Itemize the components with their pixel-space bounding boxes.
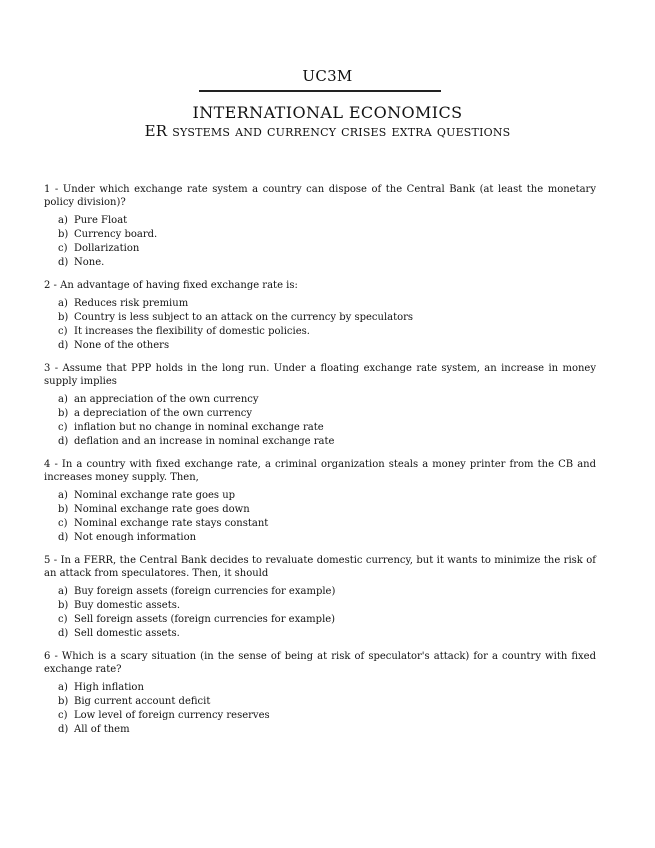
option-text: inflation but no change in nominal exchange rate bbox=[74, 422, 324, 433]
question-text: 2 - An advantage of having fixed exchange rate is: bbox=[44, 280, 298, 291]
answer-option-b bbox=[58, 695, 596, 709]
option-letter: b) bbox=[58, 229, 69, 240]
option-letter: a) bbox=[58, 215, 68, 226]
option-letter: a) bbox=[58, 490, 68, 501]
answer-option-a bbox=[58, 297, 596, 311]
option-letter: a) bbox=[58, 682, 68, 693]
question-text: 3 - Assume that PPP holds in the long run. Under a floating exchange rate system, an increase in money supply implies bbox=[44, 363, 596, 387]
option-letter: d) bbox=[58, 628, 69, 639]
answer-option-a bbox=[58, 489, 596, 503]
answer-option-a bbox=[58, 393, 596, 407]
option-letter: d) bbox=[58, 257, 69, 268]
question-text: 6 - Which is a scary situation (in the sense of being at risk of speculator's attack) for a country with fixed exchange rate? bbox=[44, 651, 596, 675]
option-letter: c) bbox=[58, 518, 68, 529]
answer-option-c bbox=[58, 242, 596, 256]
option-text: Nominal exchange rate stays constant bbox=[74, 518, 269, 529]
question-4 bbox=[44, 458, 596, 545]
option-letter: c) bbox=[58, 710, 68, 721]
question-5 bbox=[44, 554, 596, 641]
option-text: Big current account deficit bbox=[74, 696, 211, 707]
option-text: Buy foreign assets (foreign currencies for example) bbox=[74, 586, 336, 597]
answer-option-d bbox=[58, 256, 596, 270]
option-text: Pure Float bbox=[74, 215, 128, 226]
option-letter: a) bbox=[58, 394, 68, 405]
question-3 bbox=[44, 362, 596, 449]
answer-option-c bbox=[58, 517, 596, 531]
answer-option-a bbox=[58, 214, 596, 228]
option-text: Low level of foreign currency reserves bbox=[74, 710, 270, 721]
answer-option-d bbox=[58, 531, 596, 545]
answer-option-b bbox=[58, 311, 596, 325]
option-letter: c) bbox=[58, 326, 68, 337]
option-text: Sell domestic assets. bbox=[74, 628, 180, 639]
option-text: Buy domestic assets. bbox=[74, 600, 181, 611]
option-letter: c) bbox=[58, 243, 68, 254]
document-subtitle: ER systems and currency crises extra questions bbox=[144, 122, 511, 140]
option-text: Sell foreign assets (foreign currencies for example) bbox=[74, 614, 336, 625]
question-text: 4 - In a country with fixed exchange rate, a criminal organization steals a money printer from the CB and increases money supply. Then, bbox=[44, 459, 596, 483]
option-letter: a) bbox=[58, 298, 68, 309]
answer-options bbox=[44, 681, 596, 737]
option-letter: c) bbox=[58, 422, 68, 433]
option-text: Not enough information bbox=[74, 532, 197, 543]
question-1 bbox=[44, 183, 596, 270]
title-rule bbox=[199, 90, 441, 92]
answer-option-d bbox=[58, 435, 596, 449]
answer-option-c bbox=[58, 613, 596, 627]
option-text: It increases the flexibility of domestic policies. bbox=[74, 326, 310, 337]
answer-option-b bbox=[58, 407, 596, 421]
institution-name: UC3M bbox=[302, 67, 353, 85]
option-text: None of the others bbox=[74, 340, 170, 351]
option-letter: d) bbox=[58, 724, 69, 735]
option-text: Nominal exchange rate goes down bbox=[74, 504, 250, 515]
answer-option-c bbox=[58, 709, 596, 723]
option-text: Country is less subject to an attack on the currency by speculators bbox=[74, 312, 414, 323]
option-text: Dollarization bbox=[74, 243, 140, 254]
option-text: All of them bbox=[74, 724, 130, 735]
option-letter: b) bbox=[58, 312, 69, 323]
option-text: High inflation bbox=[74, 682, 144, 693]
answer-option-b bbox=[58, 599, 596, 613]
answer-option-a bbox=[58, 681, 596, 695]
answer-option-c bbox=[58, 325, 596, 339]
option-letter: d) bbox=[58, 340, 69, 351]
option-text: Currency board. bbox=[74, 229, 158, 240]
option-letter: d) bbox=[58, 436, 69, 447]
answer-option-d bbox=[58, 627, 596, 641]
option-letter: c) bbox=[58, 614, 68, 625]
answer-option-b bbox=[58, 503, 596, 517]
answer-option-d bbox=[58, 339, 596, 353]
option-text: an appreciation of the own currency bbox=[74, 394, 259, 405]
question-6 bbox=[44, 650, 596, 737]
option-text: a depreciation of the own currency bbox=[74, 408, 253, 419]
option-text: Nominal exchange rate goes up bbox=[74, 490, 236, 501]
option-letter: b) bbox=[58, 696, 69, 707]
answer-option-d bbox=[58, 723, 596, 737]
option-letter: a) bbox=[58, 586, 68, 597]
option-text: Reduces risk premium bbox=[74, 298, 189, 309]
option-text: deflation and an increase in nominal exchange rate bbox=[74, 436, 335, 447]
answer-options bbox=[44, 297, 596, 353]
option-text: None. bbox=[74, 257, 105, 268]
answer-option-b bbox=[58, 228, 596, 242]
question-2 bbox=[44, 279, 596, 353]
answer-options bbox=[44, 585, 596, 641]
answer-option-c bbox=[58, 421, 596, 435]
question-text: 5 - In a FERR, the Central Bank decides to revaluate domestic currency, but it wants to minimize the risk of an attack from speculatores. Then, it should bbox=[44, 555, 596, 579]
answer-option-a bbox=[58, 585, 596, 599]
answer-options bbox=[44, 214, 596, 270]
answer-options bbox=[44, 489, 596, 545]
option-letter: d) bbox=[58, 532, 69, 543]
question-list bbox=[44, 183, 596, 746]
option-letter: b) bbox=[58, 504, 69, 515]
option-letter: b) bbox=[58, 408, 69, 419]
option-letter: b) bbox=[58, 600, 69, 611]
course-title: INTERNATIONAL ECONOMICS bbox=[192, 103, 463, 122]
question-text: 1 - Under which exchange rate system a country can dispose of the Central Bank (at least the monetary policy division)? bbox=[44, 184, 596, 208]
answer-options bbox=[44, 393, 596, 449]
